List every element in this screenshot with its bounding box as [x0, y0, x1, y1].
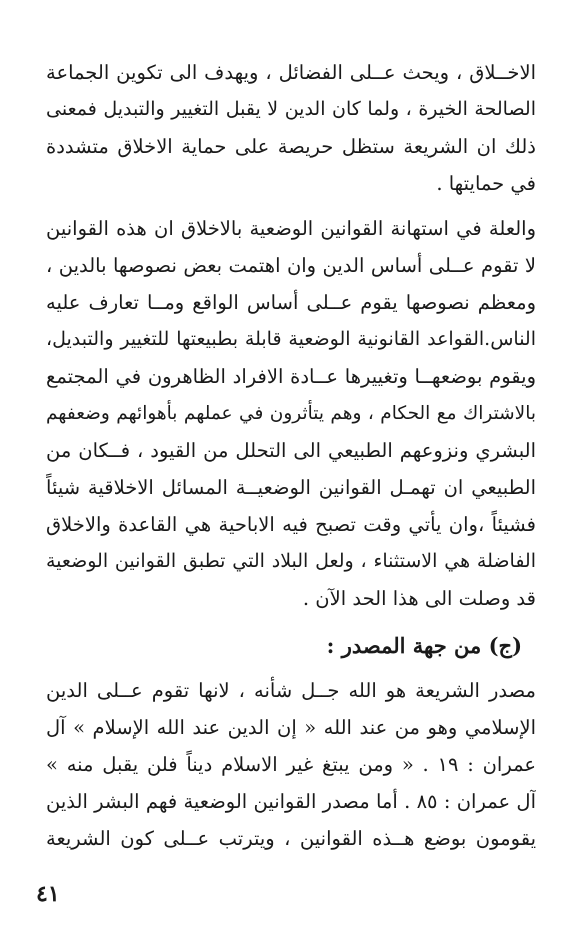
- paragraph-morals-intro: [46, 54, 536, 202]
- paragraph-positive-law-reason: [46, 210, 536, 617]
- text-line: ويقوم بوضعهــا وتغييرها عــادة الافراد الظاهرون في المجتمع: [46, 365, 536, 388]
- text-line: الإسلامي وهو من عند الله « إن الدين عند الله الإسلام » آل: [46, 716, 536, 739]
- page-number: ٤١: [36, 881, 60, 907]
- text-line: الناس.القواعد القانونية الوضعية قابلة بطبيعتها للتغيير والتبديل،: [46, 328, 536, 350]
- text-line: الاخــلاق ، ويحث عــلى الفضائل ، ويهدف الى تكوين الجماعة: [46, 61, 536, 84]
- text-line: آل عمران : ٨٥ . أما مصدر القوانين الوضعية فهم البشر الذين: [46, 790, 536, 813]
- section-heading-source: (ج) من جهة المصدر :: [326, 633, 522, 658]
- text-line: مصدر الشريعة هو الله جــل شأنه ، لانها تقوم عــلى الدين: [46, 679, 536, 702]
- text-line: قد وصلت الى هذا الحد الآن .: [302, 587, 536, 610]
- text-line: والعلة في استهانة القوانين الوضعية بالاخلاق ان هذه القوانين: [46, 217, 536, 240]
- text-line: ومعظم نصوصها يقوم عــلى أساس الواقع ومــا تعارف عليه: [46, 291, 536, 314]
- text-line: الفاضلة هي الاستثناء ، ولعل البلاد التي تطبق القوانين الوضعية: [46, 550, 536, 572]
- text-line: لا تقوم عــلى أساس الدين وان اهتمت بعض نصوصها بالدين ،: [46, 254, 536, 277]
- text-line: في حمايتها .: [436, 172, 536, 195]
- text-line: فشيئاً ،وان يأتي وقت تصبح فيه الاباحية هي القاعدة والاخلاق: [46, 513, 536, 536]
- text-line: يقومون بوضع هــذه القوانين ، ويترتب عــلى كون الشريعة: [46, 827, 536, 850]
- text-line: الطبيعي ان تهمـل القوانين الوضعيــة المسائل الاخلاقية شيئاً: [46, 476, 536, 499]
- text-line: الصالحة الخيرة ، ولما كان الدين لا يقبل التغيير والتبديل فمعنى: [46, 98, 536, 120]
- paragraph-source-of-sharia: [46, 672, 536, 857]
- text-line: عمران : ١٩ . « ومن يبتغ غير الاسلام ديناً فلن يقبل منه »: [46, 753, 536, 776]
- text-line: بالاشتراك مع الحكام ، وهم يتأثرون في عملهم بأهوائهم وضعفهم: [46, 403, 536, 424]
- text-line: البشري ونزوعهم الطبيعي الى التحلل من القيود ، فــكان من: [46, 439, 536, 462]
- text-line: ذلك ان الشريعة ستظل حريصة على حماية الاخلاق متشددة: [46, 135, 536, 158]
